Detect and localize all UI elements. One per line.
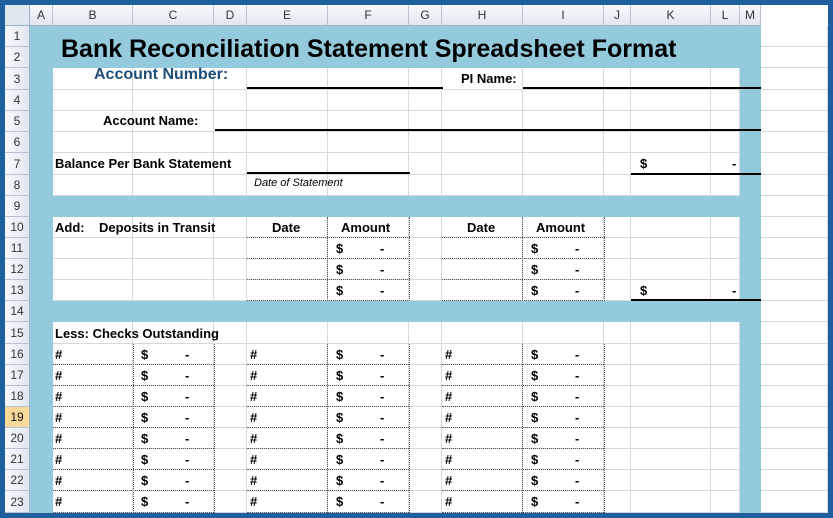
check-col-border [409,344,410,513]
check-dollar: $ [141,410,149,425]
check-dollar: $ [336,410,344,425]
check-number: # [55,494,63,509]
deposit-dollar: $ [336,262,344,277]
check-dash: - [575,431,580,446]
row-header-2[interactable]: 2 [5,47,30,68]
check-dash: - [380,473,385,488]
check-dollar: $ [531,452,539,467]
check-dash: - [575,368,580,383]
grid-hline [30,237,828,238]
check-number: # [250,431,258,446]
grid-hline [30,110,828,111]
check-row-border [442,427,604,428]
check-dash: - [380,347,385,362]
deposit-dash: - [575,262,580,277]
grid-hline [30,152,828,153]
grid-hline [30,343,828,344]
account-name-label: Account Name: [103,113,199,128]
row-header-18[interactable]: 18 [5,386,30,407]
grid-vline [246,26,247,513]
deposit-dash: - [575,283,580,298]
column-header-j[interactable]: J [604,5,631,26]
pi-name-line [523,87,761,89]
date-of-statement-label: Date of Statement [254,177,343,189]
grid-vline [710,26,711,513]
deposit-total-dash: - [732,283,737,298]
check-row-border [247,364,409,365]
fill-row-14 [30,301,761,322]
deposit-dash: - [380,283,385,298]
check-dash: - [185,473,190,488]
grid-hline [30,89,828,90]
deposits-in-transit-label: Deposits in Transit [99,220,216,235]
column-header-i[interactable]: I [523,5,604,26]
row-header-22[interactable]: 22 [5,470,30,491]
check-number: # [250,410,258,425]
check-dollar: $ [141,368,149,383]
check-number: # [55,452,63,467]
balance-total-line [631,173,761,175]
deposit-col-border [409,217,410,301]
grid-hline [30,131,828,132]
grid-vline [441,26,442,513]
row-header-17[interactable]: 17 [5,365,30,386]
row-header-9[interactable]: 9 [5,196,30,217]
check-dollar: $ [141,494,149,509]
fill-column-a [30,26,53,513]
balance-dash: - [732,156,737,171]
check-dash: - [185,410,190,425]
check-dash: - [380,368,385,383]
deposit-dash: - [575,241,580,256]
check-number: # [445,347,453,362]
row-header-19[interactable]: 19 [5,407,30,428]
check-row-border [247,512,409,513]
check-dash: - [185,389,190,404]
row-header-3[interactable]: 3 [5,68,30,90]
deposit-row-border [247,279,410,280]
check-row-border [442,512,604,513]
check-dollar: $ [336,452,344,467]
deposit-dollar: $ [531,241,539,256]
check-col-border [327,344,328,513]
check-dash: - [185,368,190,383]
check-dollar: $ [336,368,344,383]
deposit-row-border [247,258,410,259]
check-dash: - [380,494,385,509]
check-col-border [522,344,523,513]
check-dollar: $ [336,389,344,404]
check-dash: - [185,452,190,467]
row-header-1[interactable]: 1 [5,26,30,47]
row-header-12[interactable]: 12 [5,259,30,280]
check-number: # [250,452,258,467]
check-number: # [250,494,258,509]
column-header-e[interactable]: E [247,5,328,26]
column-header-b[interactable]: B [53,5,133,26]
deposit-col-border [327,217,328,301]
row-header-7[interactable]: 7 [5,153,30,175]
check-dollar: $ [531,410,539,425]
check-number: # [445,389,453,404]
check-col-border [604,344,605,513]
deposit-date-header-2: Date [467,220,496,235]
check-dollar: $ [531,368,539,383]
row-header-21[interactable]: 21 [5,449,30,470]
spreadsheet-grid[interactable] [5,5,828,513]
check-dash: - [380,389,385,404]
deposit-dash: - [380,241,385,256]
check-dollar: $ [336,431,344,446]
check-row-border [442,406,604,407]
check-dollar: $ [336,347,344,362]
deposit-row-border [247,300,410,301]
check-dollar: $ [336,473,344,488]
fill-column-l-lower [740,217,761,301]
column-header-m[interactable]: M [740,5,761,26]
check-col-border [133,344,134,513]
check-dollar: $ [141,431,149,446]
fill-column-l-bottom [740,322,761,513]
row-header-11[interactable]: 11 [5,238,30,259]
check-number: # [250,368,258,383]
check-dash: - [575,452,580,467]
column-header-f[interactable]: F [328,5,409,26]
add-label: Add: [55,220,85,235]
check-dollar: $ [531,389,539,404]
row-header-8[interactable]: 8 [5,175,30,196]
check-dollar: $ [141,473,149,488]
row-header-16[interactable]: 16 [5,344,30,365]
account-number-line [247,87,443,89]
column-header-c[interactable]: C [133,5,214,26]
sheet-title: Bank Reconciliation Statement Spreadsheet Format [61,35,677,63]
column-header-k[interactable]: K [631,5,711,26]
column-header-d[interactable]: D [214,5,247,26]
column-header-a[interactable]: A [30,5,53,26]
balance-per-bank-label: Balance Per Bank Statement [55,156,232,171]
check-dollar: $ [531,473,539,488]
deposit-dollar: $ [531,283,539,298]
deposit-row-border [442,258,605,259]
grid-vline [827,26,828,513]
check-number: # [55,389,63,404]
deposit-date-header-1: Date [272,220,301,235]
column-header-h[interactable]: H [442,5,523,26]
grid-vline [630,26,631,513]
row-header-15[interactable]: 15 [5,322,30,344]
select-all-corner[interactable] [5,5,30,26]
row-header-4[interactable]: 4 [5,90,30,111]
check-row-border [247,385,409,386]
row-header-6[interactable]: 6 [5,132,30,153]
deposit-amount-header-2: Amount [536,220,586,235]
row-header-13[interactable]: 13 [5,280,30,301]
check-number: # [445,368,453,383]
check-row-border [442,469,604,470]
row-header-14[interactable]: 14 [5,301,30,322]
deposit-dollar: $ [531,262,539,277]
row-header-10[interactable]: 10 [5,217,30,238]
check-dash: - [380,452,385,467]
check-row-border [442,385,604,386]
check-row-border [247,406,409,407]
deposit-header-border [247,237,410,238]
check-row-border [247,448,409,449]
check-dash: - [185,347,190,362]
check-dash: - [575,494,580,509]
check-number: # [445,452,453,467]
check-number: # [445,410,453,425]
check-row-border [247,490,409,491]
column-header-l[interactable]: L [711,5,740,26]
check-dash: - [185,494,190,509]
check-dash: - [575,473,580,488]
deposit-row-border [442,279,605,280]
deposit-total-dollar: $ [640,283,648,298]
check-dash: - [380,431,385,446]
check-number: # [55,431,63,446]
check-dollar: $ [141,389,149,404]
check-number: # [250,473,258,488]
check-number: # [250,347,258,362]
check-dollar: $ [531,347,539,362]
deposit-dollar: $ [336,241,344,256]
check-dash: - [380,410,385,425]
check-number: # [445,473,453,488]
balance-date-line [247,172,410,174]
check-number: # [55,473,63,488]
check-col-border [214,344,215,513]
balance-dollar: $ [640,156,648,171]
deposit-row-border [442,300,605,301]
account-name-line [215,129,761,131]
check-dollar: $ [141,452,149,467]
check-number: # [445,494,453,509]
check-row-border [442,364,604,365]
check-row-border [442,448,604,449]
check-row-border [247,469,409,470]
row-header-5[interactable]: 5 [5,111,30,132]
row-header-20[interactable]: 20 [5,428,30,449]
check-number: # [445,431,453,446]
deposit-col-border [522,217,523,301]
fill-row-9 [30,196,761,217]
check-dash: - [185,431,190,446]
grid-hline [30,258,828,259]
check-dash: - [575,410,580,425]
check-number: # [55,410,63,425]
check-dollar: $ [336,494,344,509]
check-number: # [250,389,258,404]
account-number-label: Account Number: [94,66,229,83]
pi-name-label: PI Name: [461,71,517,86]
check-dash: - [575,389,580,404]
check-dollar: $ [141,347,149,362]
deposit-header-border [442,237,605,238]
grid-hline [30,279,828,280]
less-checks-outstanding-label: Less: Checks Outstanding [55,326,219,341]
check-dollar: $ [531,494,539,509]
deposit-dash: - [380,262,385,277]
check-dash: - [575,347,580,362]
check-row-border [442,490,604,491]
deposit-dollar: $ [336,283,344,298]
deposit-col-border [604,217,605,301]
deposit-amount-header-1: Amount [341,220,391,235]
check-row-border [247,427,409,428]
check-number: # [55,368,63,383]
deposit-total-line [631,299,761,301]
row-header-23[interactable]: 23 [5,491,30,513]
check-number: # [55,347,63,362]
column-header-g[interactable]: G [409,5,442,26]
check-dollar: $ [531,431,539,446]
